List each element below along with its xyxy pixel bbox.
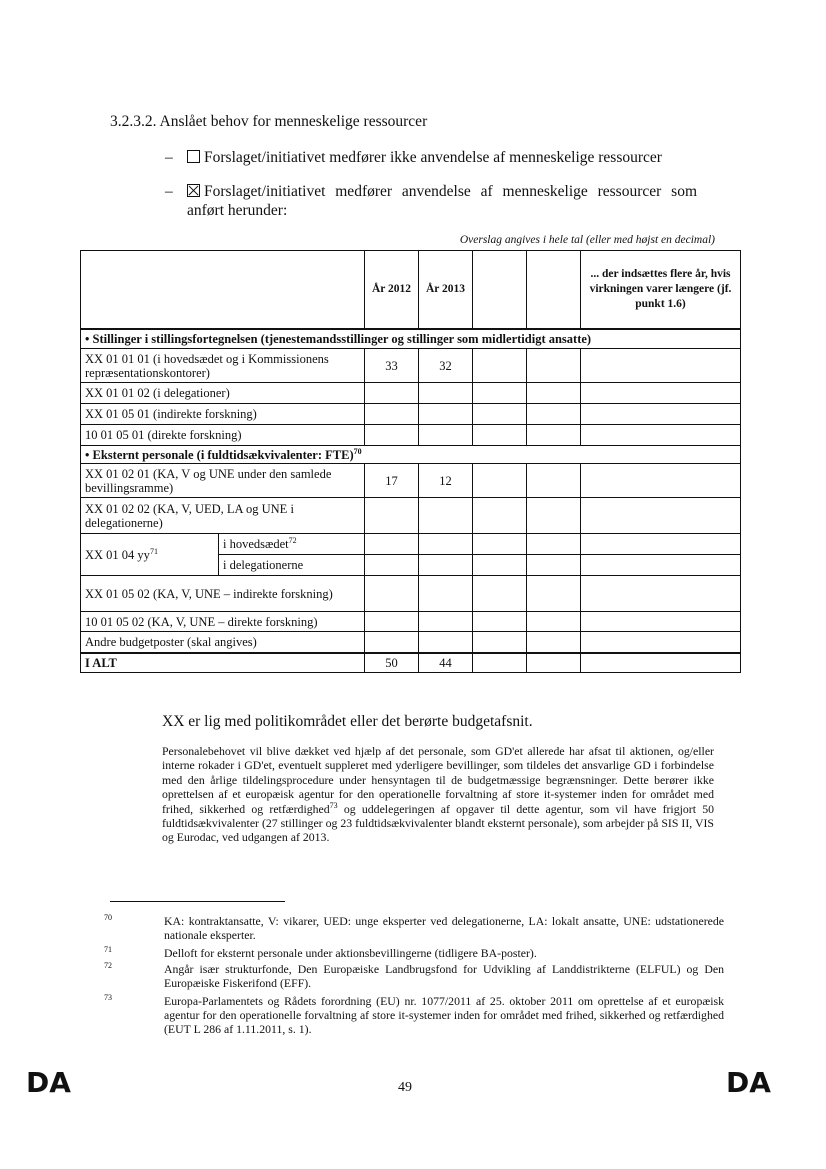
- value-2013: [419, 632, 473, 653]
- human-resources-table: [80, 250, 741, 673]
- section-label-external-text: • Eksternt personale (i fuldtidsækvivalenter: FTE): [85, 447, 354, 462]
- paragraph-text-a: Personalebehovet vil blive dækket ved hjælp af det personale, som GD'et allerede har afsat til aktionen, og/eller interne rokader i GD'et, eventuelt suppleret med yderligere bevillinger, som tildeles det ansvarlige GD i forbindelse med den årlige tildelingsprocedure under hensyntagen til de budgetmæssige begrænsninger. Dette berører ikke oprettelsen af et europæisk agentur for den operationelle forvaltning af store it-systemer inden for området med frihed, sikkerhed og retfærdighed: [162, 744, 714, 816]
- footnote-text: Europa-Parlamentets og Rådets forordning (EU) nr. 1077/2011 af 25. oktober 2011 om oprettelse af et europæisk agentur for den operationelle forvaltning af store it-systemer inden for området med frihed, sikkerhed og retfærdighed (EUT L 286 af 1.11.2011, s. 1).: [164, 994, 724, 1036]
- total-2012: 50: [365, 653, 419, 673]
- value-2013: [419, 425, 473, 446]
- value-2012: [365, 383, 419, 404]
- section-label-external: [81, 446, 741, 464]
- row-label: XX 01 02 01 (KA, V og UNE under den samlede bevillingsramme): [81, 464, 365, 498]
- value-2012: [365, 404, 419, 425]
- footnote-text: KA: kontraktansatte, V: vikarer, UED: unge eksperter ved delegationerne, LA: lokalt ansatte, UNE: udstationerede nationale eksperter.: [164, 914, 724, 942]
- footnote-text: Delloft for eksternt personale under aktionsbevillingerne (tidligere BA-poster).: [164, 946, 537, 960]
- value-2012: [365, 576, 419, 612]
- value-2013: [419, 404, 473, 425]
- value-2012: 17: [365, 464, 419, 498]
- paragraph-text-b: og uddelegeringen af opgaver til dette agentur, som vil have frigjort 50 fuldtidsækvivalenter (27 stillinger og 23 fuldtidsækvivalenter blandt eksternt personale), som arbejder på SIS II, VIS og Eurodac, ved udgangen af 2013.: [162, 801, 714, 845]
- option-no-resources-text: Forslaget/initiativet medfører ikke anvendelse af menneskelige ressourcer: [204, 149, 662, 166]
- row-label: XX 01 01 02 (i delegationer): [81, 383, 365, 404]
- table-row: [81, 576, 741, 612]
- checked-box-icon: [187, 184, 200, 197]
- value-2012: [365, 498, 419, 534]
- value-2012: 33: [365, 349, 419, 383]
- header-empty-cell: [81, 251, 365, 329]
- footnote-mark: 70: [104, 913, 112, 922]
- table-row: [81, 425, 741, 446]
- footnote-ref-70: 70: [353, 446, 362, 456]
- header-empty-cell: [527, 251, 581, 329]
- value-2013: [419, 576, 473, 612]
- staffing-paragraph: [162, 744, 714, 845]
- value-2013: 32: [419, 349, 473, 383]
- row-label: 10 01 05 02 (KA, V, UNE – direkte forskning): [81, 612, 365, 632]
- value-2013: [419, 383, 473, 404]
- section-label-staff: • Stillinger i stillingsfortegnelsen (tjenestemandsstillinger og stillinger som midlertidigt ansatte): [81, 329, 741, 349]
- table-row: [81, 464, 741, 498]
- table-row: [81, 349, 741, 383]
- estimate-note: Overslag angives i hele tal (eller med højst en decimal): [459, 234, 715, 246]
- table-row: [81, 498, 741, 534]
- page-number: 49: [398, 1080, 412, 1095]
- section-heading: 3.2.3.2. Anslået behov for menneskelige ressourcer: [110, 113, 428, 130]
- option-dash: –: [165, 149, 173, 166]
- table-row: [81, 632, 741, 653]
- row-label: Andre budgetposter (skal angives): [81, 632, 365, 653]
- unchecked-box-icon: [187, 150, 200, 163]
- table-row-yy-hq: [81, 534, 741, 555]
- table-row: [81, 383, 741, 404]
- language-mark-left: DA: [26, 1066, 71, 1099]
- value-2013: [419, 498, 473, 534]
- sub-label-hq-text: i hovedsædet: [223, 537, 289, 551]
- table-row: [81, 612, 741, 632]
- footnote-ref-72: 72: [288, 535, 297, 545]
- value-2013: [419, 612, 473, 632]
- value-2012: [365, 612, 419, 632]
- total-label: I ALT: [81, 653, 365, 673]
- yy-label-text: XX 01 04 yy: [85, 547, 150, 562]
- option-uses-resources-text: Forslaget/initiativet medfører anvendelse af menneskelige ressourcer som anført herunder:: [187, 183, 697, 219]
- footnote-ref-71: 71: [149, 546, 158, 556]
- section-row-external: [81, 446, 741, 464]
- row-label: 10 01 05 01 (direkte forskning): [81, 425, 365, 446]
- footnote-mark: 72: [104, 961, 112, 970]
- sub-label-hq: [219, 534, 365, 555]
- sub-label-delegations: i delegationerne: [219, 555, 365, 576]
- header-year-2012: År 2012: [365, 251, 419, 329]
- section-row-staff: [81, 329, 741, 349]
- value-2012: [365, 632, 419, 653]
- total-row: [81, 653, 741, 673]
- value-2013: 12: [419, 464, 473, 498]
- footnote-mark: 71: [104, 945, 112, 954]
- row-label: XX 01 01 01 (i hovedsædet og i Kommissionens repræsentationskontorer): [81, 349, 365, 383]
- row-label: XX 01 05 02 (KA, V, UNE – indirekte forskning): [81, 576, 365, 612]
- header-year-2013: År 2013: [419, 251, 473, 329]
- value-2012: [365, 425, 419, 446]
- footnote-ref-73: 73: [329, 800, 338, 810]
- row-label: XX 01 02 02 (KA, V, UED, LA og UNE i delegationerne): [81, 498, 365, 534]
- table-row: [81, 404, 741, 425]
- footnote-divider: [110, 901, 285, 902]
- total-2013: 44: [419, 653, 473, 673]
- row-label-yy: [81, 534, 219, 576]
- language-mark-right: DA: [726, 1066, 771, 1099]
- footnote-mark: 73: [104, 993, 112, 1002]
- header-empty-cell: [473, 251, 527, 329]
- table-header-row: [81, 251, 741, 329]
- header-more-years: ... der indsættes flere år, hvis virkningen varer længere (jf. punkt 1.6): [581, 251, 741, 329]
- xx-explanation: XX er lig med politikområdet eller det berørte budgetafsnit.: [162, 713, 533, 730]
- row-label: XX 01 05 01 (indirekte forskning): [81, 404, 365, 425]
- option-dash: –: [165, 183, 173, 200]
- footnote-text: Angår især strukturfonde, Den Europæiske Landbrugsfond for Udvikling af Landdistrikterne (ELFUL) og Den Europæiske Fiskerifond (EFF).: [164, 962, 724, 990]
